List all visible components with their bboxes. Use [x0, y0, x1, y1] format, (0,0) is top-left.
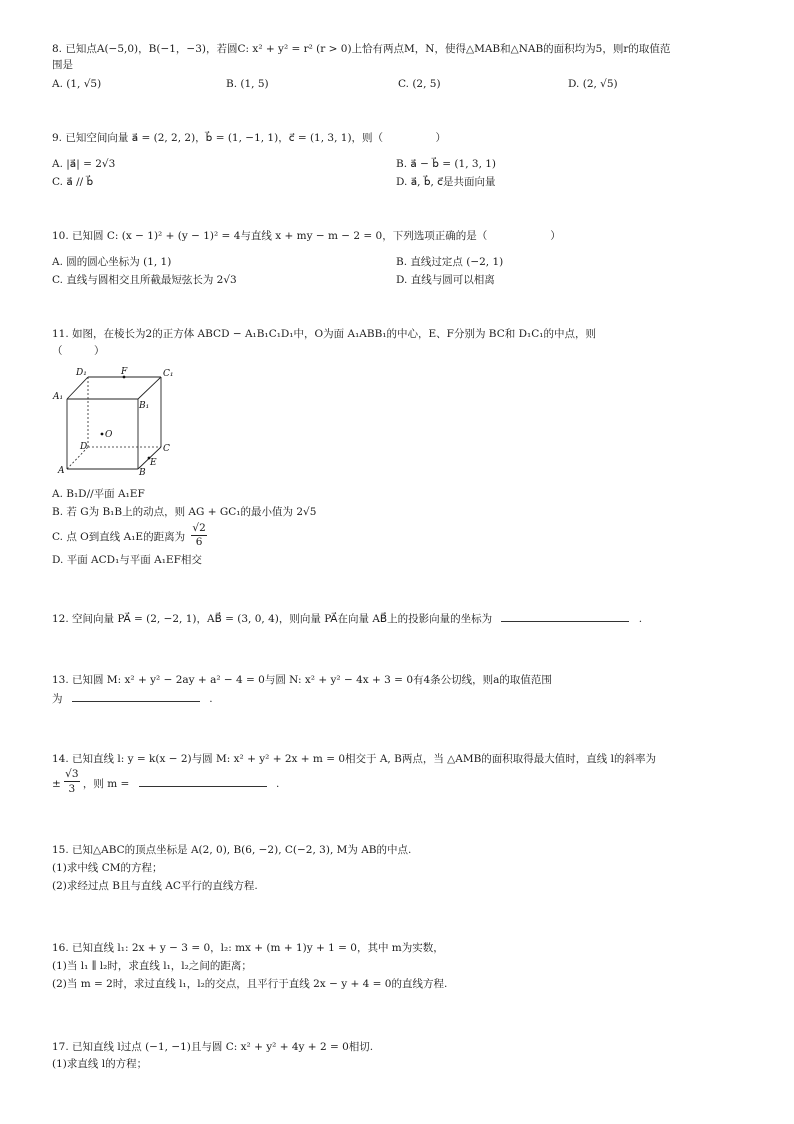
- label-b1: B₁: [139, 401, 150, 411]
- q8-option-c: C. (2, 5): [398, 78, 441, 90]
- label-a1: A₁: [53, 392, 64, 402]
- q9-option-a: A. |a⃗| = 2√3: [52, 158, 116, 170]
- label-a: A: [58, 466, 65, 476]
- q14-tail: ，则 m =: [82, 778, 130, 790]
- label-o: O: [105, 430, 113, 440]
- q12-end: .: [638, 613, 643, 625]
- q11-option-c-fraction: [191, 522, 206, 549]
- label-b: B: [139, 468, 146, 477]
- q11-stem: 11. 如图，在棱长为2的正方体 ABCD − A₁B₁C₁D₁中，O为面 A₁ABB₁的中心，E、F分别为 BC和 D₁C₁的中点，则: [52, 328, 596, 340]
- q17-part1: (1)求直线 l的方程；: [52, 1058, 148, 1070]
- q16-part2: (2)当 m = 2时，求过直线 l₁，l₂的交点，且平行于直线 2x − y + 4 = 0的直线方程.: [52, 978, 448, 990]
- q15-stem: 15. 已知△ABC的顶点坐标是 A(2, 0), B(6, −2), C(−2, 3), M为 AB的中点.: [52, 844, 412, 856]
- q14-denominator: 3: [68, 783, 76, 795]
- label-c1: C₁: [163, 369, 174, 379]
- q11-option-c-text: C. 点 O到直线 A₁E的距离为: [52, 531, 186, 543]
- q8-stem-line2: 围是: [52, 59, 73, 71]
- q11-option-d: D. 平面 ACD₁与平面 A₁EF相交: [52, 554, 202, 566]
- q14-stem-line2: [52, 767, 279, 799]
- q11-option-c: [52, 522, 207, 552]
- q9-option-c: C. a⃗ // b⃗: [52, 176, 94, 188]
- q9-stem: 9. 已知空间向量 a⃗ = (2, 2, 2)，b⃗ = (1, −1, 1)，c⃗ = (1, 3, 1)，则（ ）: [52, 132, 447, 144]
- q10-stem: 10. 已知圆 C: (x − 1)² + (y − 1)² = 4与直线 x + my − m − 2 = 0，下列选项正确的是（ ）: [52, 230, 561, 242]
- q11-paren: （ ）: [52, 345, 105, 357]
- q8-option-d: D. (2, √5): [568, 78, 618, 90]
- q17-stem: 17. 已知直线 l过点 (−1, −1)且与圆 C: x² + y² + 4y + 2 = 0相切.: [52, 1041, 374, 1053]
- q10-option-b: B. 直线过定点 (−2, 1): [396, 256, 504, 268]
- q10-option-a: A. 圆的圆心坐标为 (1, 1): [52, 256, 172, 268]
- q12-stem: [52, 611, 642, 626]
- q11-option-c-numerator: √2: [192, 522, 206, 534]
- q14-pm: ±: [52, 778, 61, 790]
- q11-option-a: A. B₁D//平面 A₁EF: [52, 488, 145, 500]
- q13-text-line2: 为: [52, 693, 63, 705]
- q9-option-d: D. a⃗, b⃗, c⃗是共面向量: [396, 176, 496, 188]
- q8-option-a: A. (1, √5): [52, 78, 102, 90]
- q11-option-b: B. 若 G为 B₁B上的动点，则 AG + GC₁的最小值为 2√5: [52, 506, 317, 518]
- q9-option-b: B. a⃗ − b⃗ = (1, 3, 1): [396, 158, 497, 170]
- q13-end: .: [209, 693, 213, 705]
- q13-answer-blank[interactable]: [72, 691, 200, 702]
- q15-part1: (1)求中线 CM的方程；: [52, 862, 163, 874]
- q15-part2: (2)求经过点 B且与直线 AC平行的直线方程.: [52, 880, 258, 892]
- q12-text: 12. 空间向量 PA⃗ = (2, −2, 1)，AB⃗ = (3, 0, 4)，则向量 PA⃗在向量 AB⃗上的投影向量的坐标为: [52, 613, 493, 625]
- label-d: D: [80, 442, 88, 452]
- q8-option-b: B. (1, 5): [226, 78, 269, 90]
- label-e: E: [150, 458, 157, 468]
- q14-answer-blank[interactable]: [139, 776, 267, 787]
- q16-part1: (1)当 l₁ ∥ l₂时，求直线 l₁，l₂之间的距离；: [52, 960, 252, 972]
- label-d1: D₁: [76, 368, 87, 378]
- label-f: F: [121, 367, 128, 377]
- q13-stem-line2: [52, 691, 213, 706]
- q11-option-c-denominator: 6: [195, 536, 203, 548]
- q14-end: .: [276, 778, 280, 790]
- point-o: [101, 433, 104, 436]
- q8-stem-line1: 8. 已知点A(−5,0)，B(−1，−3)，若圆C: x² + y² = r² (r > 0)上恰有两点M，N，使得△MAB和△NAB的面积均为5，则r的取值范: [52, 43, 671, 55]
- q16-stem: 16. 已知直线 l₁: 2x + y − 3 = 0，l₂: mx + (m + 1)y + 1 = 0，其中 m为实数，: [52, 942, 444, 954]
- q10-option-d: D. 直线与圆可以相离: [396, 274, 495, 286]
- q14-stem-line1: 14. 已知直线 l: y = k(x − 2)与圆 M: x² + y² + 2x + m = 0相交于 A, B两点，当 △AMB的面积取得最大值时，直线 l的斜率为: [52, 753, 656, 765]
- q10-option-c: C. 直线与圆相交且所截最短弦长为 2√3: [52, 274, 237, 286]
- cube-figure: [50, 365, 190, 477]
- q12-answer-blank[interactable]: [501, 611, 629, 622]
- q14-fraction: [64, 767, 79, 796]
- label-c: C: [163, 444, 170, 454]
- q13-stem-line1: 13. 已知圆 M: x² + y² − 2ay + a² − 4 = 0与圆 N: x² + y² − 4x + 3 = 0有4条公切线，则a的取值范围: [52, 674, 552, 686]
- q14-numerator: √3: [65, 768, 79, 780]
